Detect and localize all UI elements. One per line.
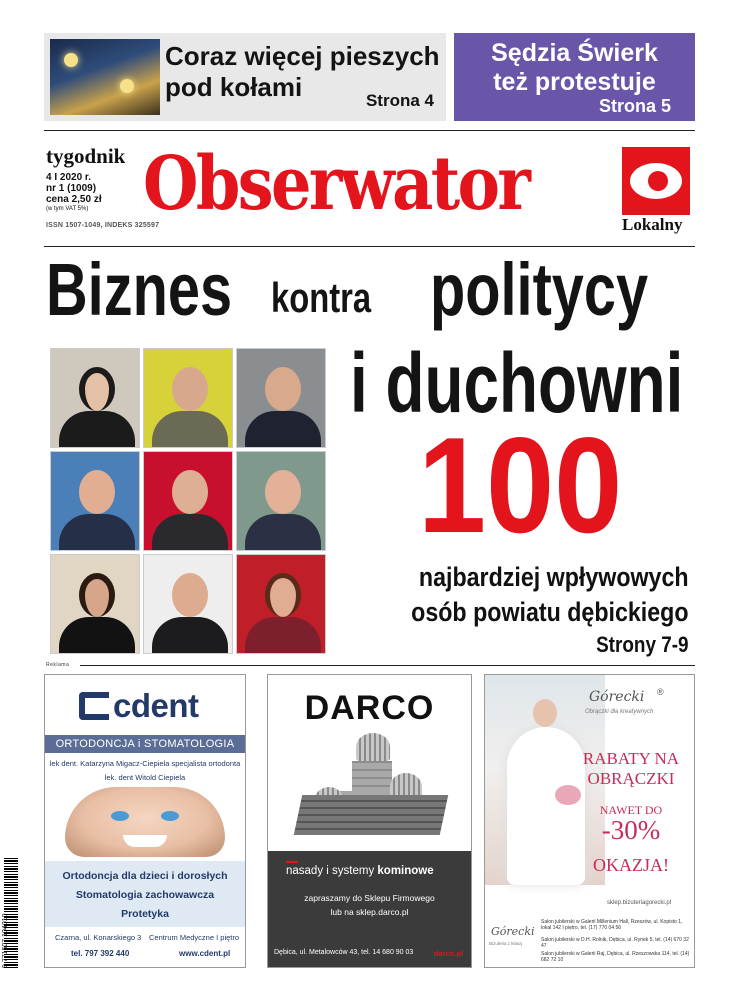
- teaser-title: [454, 39, 695, 97]
- portrait-body: [152, 411, 228, 448]
- portrait-head: [265, 573, 301, 617]
- gorecki-bottom-logo: Górecki: [491, 925, 535, 938]
- issue-number: nr 1 (1009): [46, 183, 97, 194]
- portrait-head: [79, 470, 115, 514]
- portrait-head: [265, 367, 301, 411]
- headline-word-biznes: Biznes: [46, 248, 233, 331]
- teaser-title-line: też protestuje: [493, 68, 656, 96]
- gorecki-logo: Górecki: [589, 689, 645, 705]
- portrait-body: [245, 411, 321, 448]
- divider: [80, 665, 695, 666]
- portrait-body: [245, 617, 321, 654]
- eye-pupil: [648, 171, 668, 191]
- ad-darco[interactable]: [267, 674, 472, 968]
- teaser-title: Coraz więcej pieszych pod kołami: [165, 41, 440, 102]
- accent-bar: [286, 861, 298, 863]
- headline-number: 100: [418, 409, 623, 561]
- teaser-pedestrians[interactable]: [44, 33, 446, 121]
- cdent-web[interactable]: www.cdent.pl: [179, 949, 231, 958]
- newspaper-logo[interactable]: Obserwator: [143, 141, 529, 227]
- light-icon: [120, 79, 134, 93]
- portrait-head: [172, 367, 208, 411]
- headline-sub-line: osób powiatu dębickiego: [411, 597, 689, 627]
- cdent-services: [45, 861, 245, 927]
- promo-line: RABATY NA: [582, 749, 680, 768]
- barcode-number: 9 771507 104010: [2, 913, 9, 968]
- darco-slogan: [286, 865, 434, 877]
- cdent-doctor: lek dent. Katarzyna Migacz-Ciepiela specjalista ortodonta: [49, 759, 241, 768]
- salon-address: Salon jubilerski w Galerii Millenium Hall, Rzeszów, ul. Kopisto 1, lokal 142 I piętro, tel. (17) 770 04 56: [541, 919, 683, 931]
- weekly-label: tygodnik: [46, 144, 126, 168]
- portrait-photo: [50, 348, 140, 448]
- portrait-photo: [50, 451, 140, 551]
- portrait-head: [79, 573, 115, 617]
- cdent-service: Ortodoncja dla dzieci i dorosłych: [62, 870, 228, 882]
- headline-word-kontra: kontra: [271, 274, 372, 321]
- portrait-photo: [236, 348, 326, 448]
- portrait-head: [172, 470, 208, 514]
- portrait-body: [59, 514, 135, 551]
- portrait-head: [79, 367, 115, 411]
- logo-subtitle: Lokalny: [622, 215, 683, 234]
- roof-vent-icon: [356, 733, 390, 761]
- portrait-head: [265, 470, 301, 514]
- darco-slogan-text: nasady i systemy: [286, 865, 378, 877]
- darco-shop[interactable]: lub na sklep.darco.pl: [330, 907, 409, 917]
- teaser-title-line: Sędzia Świerk: [491, 39, 658, 67]
- darco-slogan-bold: kominowe: [377, 865, 434, 877]
- portrait-photo: [143, 451, 233, 551]
- darco-address: Dębica, ul. Metalowców 43, tel. 14 680 90 03: [274, 949, 414, 956]
- ad-cdent[interactable]: [44, 674, 246, 968]
- issue-date: 4 I 2020 r.: [46, 172, 92, 183]
- promo-okazja: OKAZJA!: [593, 855, 669, 875]
- portrait-photo: [236, 554, 326, 654]
- portrait-body: [59, 411, 135, 448]
- headline-word-duchowni: i duchowni: [350, 336, 684, 430]
- gorecki-web[interactable]: sklep.bizuteriagorecki.pl: [607, 900, 672, 906]
- cdent-band: ORTODONCJA i STOMATOLOGIA: [45, 735, 245, 753]
- light-icon: [64, 53, 78, 67]
- bride-head: [533, 699, 557, 727]
- ad-label: Reklama: [46, 662, 70, 668]
- issue-info: [46, 172, 102, 213]
- cdent-address: Centrum Medyczne I piętro: [149, 933, 240, 942]
- eye-icon: [161, 811, 179, 821]
- issue-price: cena 2,50 zł: [46, 194, 102, 205]
- portrait-body: [59, 617, 135, 654]
- portrait-photo: [143, 348, 233, 448]
- teaser-photo: [50, 39, 160, 115]
- portrait-body: [152, 617, 228, 654]
- vat-note: (w tym VAT 5%): [46, 206, 89, 212]
- eye-icon: [111, 811, 129, 821]
- cdent-logo: [79, 687, 199, 725]
- teaser-judge[interactable]: [454, 33, 695, 121]
- cdent-mark-icon: [79, 692, 109, 720]
- gorecki-tagline: Obrączki dla kreatywnych: [585, 709, 654, 715]
- promo-line: OBRĄCZKI: [587, 769, 675, 788]
- eye-logo-icon: [622, 147, 690, 215]
- gorecki-bottom-tagline: Biżuteria z klasą: [489, 941, 522, 946]
- teaser-page: Strona 5: [598, 96, 671, 116]
- headline-sub-line: najbardziej wpływowych: [419, 562, 689, 592]
- promo-line: NAWET DO: [599, 803, 663, 817]
- darco-logo: DARCO: [304, 689, 435, 727]
- headline-pages[interactable]: Strony 7-9: [596, 632, 689, 657]
- registered-mark: ®: [657, 687, 664, 697]
- portrait-body: [152, 514, 228, 551]
- cdent-service: Stomatologia zachowawcza: [75, 889, 215, 901]
- smile-icon: [123, 835, 167, 847]
- headline-word-politycy: politycy: [430, 248, 649, 331]
- issn: ISSN 1507-1049, INDEKS 325597: [46, 222, 160, 229]
- smiling-girl-photo: [65, 787, 225, 857]
- cdent-service: Protetyka: [121, 908, 169, 920]
- cdent-doctor: lek. dent Witold Ciepiela: [104, 773, 186, 782]
- darco-web[interactable]: darco.pl: [433, 949, 463, 958]
- portrait-body: [245, 514, 321, 551]
- cdent-address: Czarna, ul. Konarskiego 3: [55, 933, 142, 942]
- cdent-brand: cdent: [113, 687, 199, 724]
- darco-info-panel: [268, 851, 471, 968]
- salon-address: Salon jubilerski w Galerii Raj, Dębica, ul. Rzeszowska 114, tel. (14) 682 72 10: [541, 951, 690, 963]
- divider: [44, 246, 695, 247]
- portrait-photo: [50, 554, 140, 654]
- cdent-phone: tel. 797 392 440: [71, 949, 130, 958]
- promo-discount: -30%: [601, 815, 661, 845]
- ad-gorecki[interactable]: [484, 674, 695, 968]
- portrait-photo: [143, 554, 233, 654]
- portrait-photo: [236, 451, 326, 551]
- teaser-page: Strona 4: [365, 91, 434, 110]
- divider: [44, 130, 695, 131]
- darco-invite: zapraszamy do Sklepu Firmowego: [304, 893, 435, 903]
- roof-icon: [294, 795, 449, 835]
- portrait-head: [172, 573, 208, 617]
- salon-address: Salon jubilerski w D.H. Rolnik, Dębica, ul. Rynek 5, tel. (14) 670 32 47: [541, 937, 689, 949]
